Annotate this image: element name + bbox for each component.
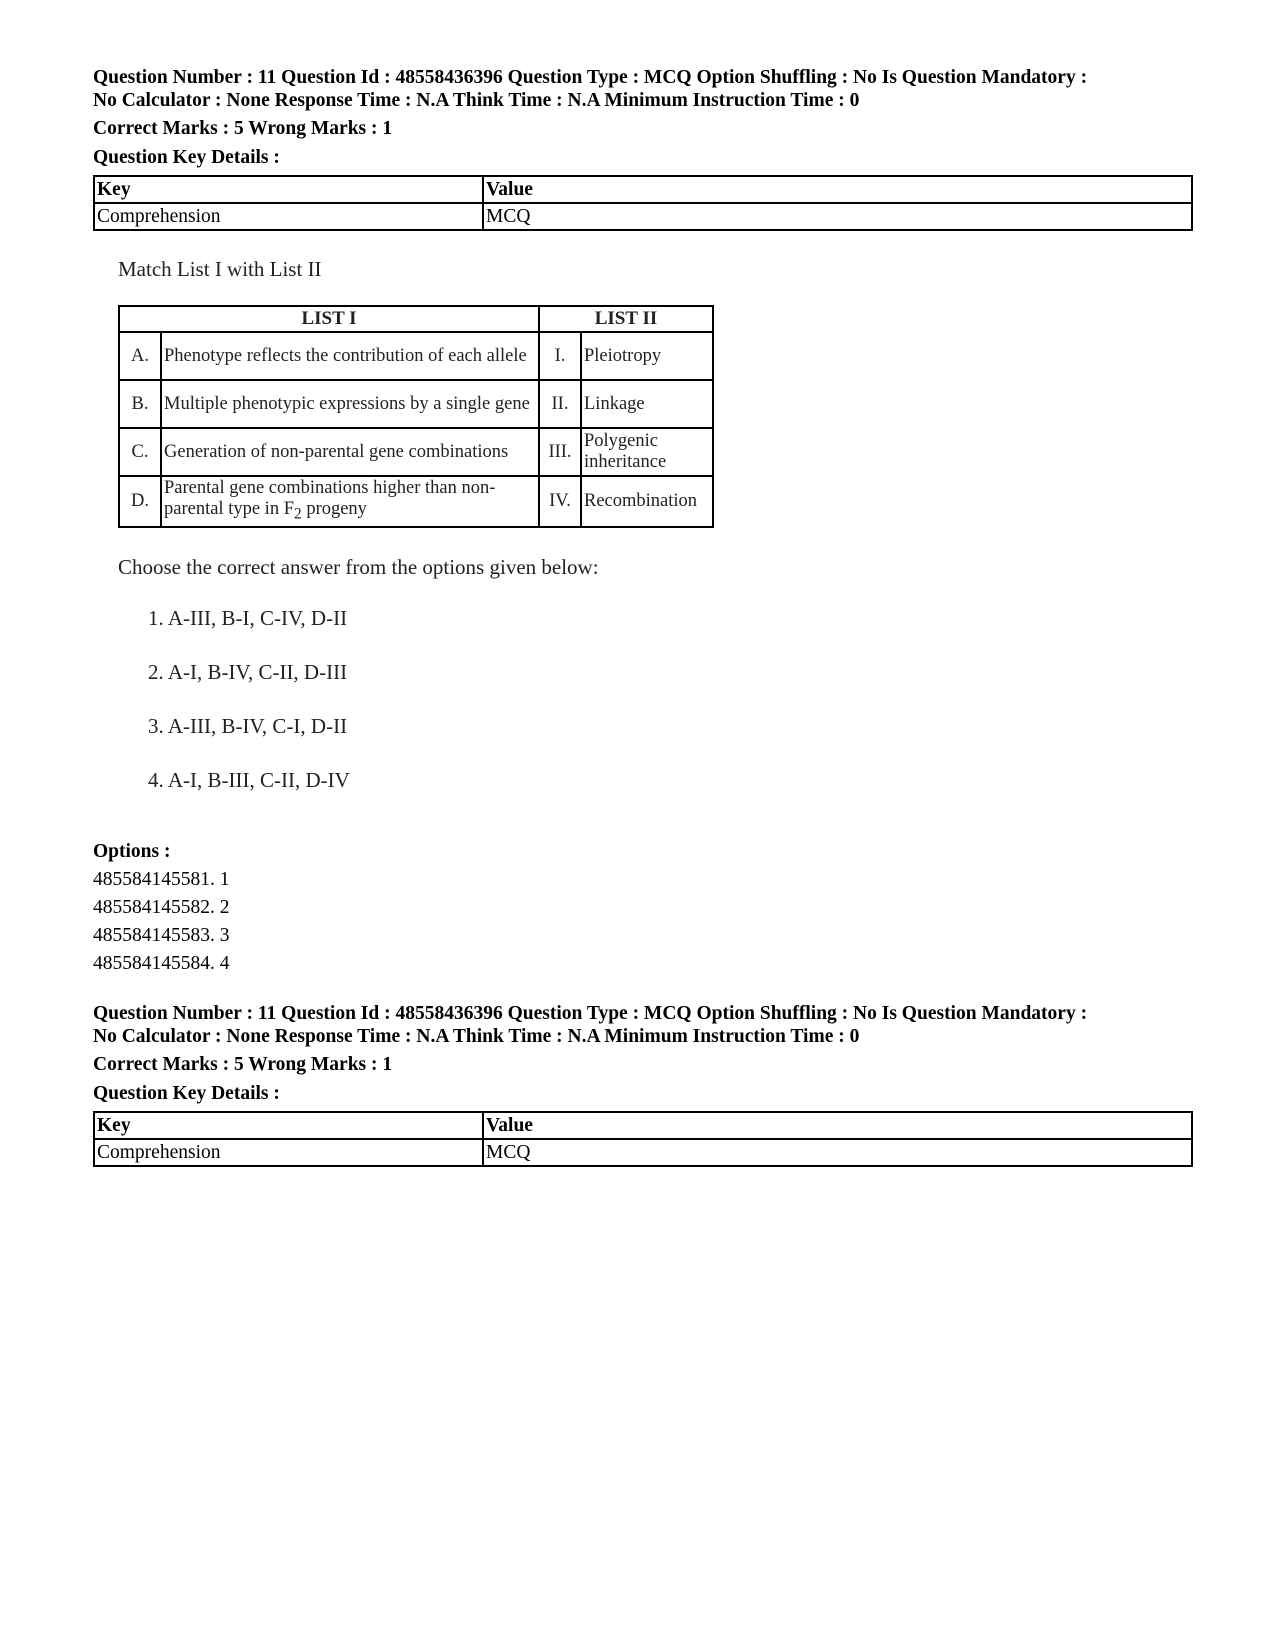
key-header: Key (94, 176, 483, 203)
row-name: Pleiotropy (581, 332, 713, 380)
table-row (94, 176, 1192, 203)
header-line-1: Question Number : 11 Question Id : 48558436396 Question Type : MCQ Option Shuffling : No Is Question Mandatory : (93, 1003, 1088, 1024)
row-label: A. (119, 332, 161, 380)
question-meta (93, 1053, 1193, 1105)
row-description: Phenotype reflects the contribution of each allele (161, 332, 539, 380)
table-row (119, 476, 713, 527)
subscript: 2 (293, 505, 302, 523)
answer-choice: 1. A-III, B-I, C-IV, D-II (148, 605, 348, 630)
question-body (118, 252, 818, 821)
marks-line: Correct Marks : 5 Wrong Marks : 1 (93, 1054, 393, 1075)
answer-choice: 4. A-I, B-III, C-II, D-IV (148, 767, 350, 792)
key-details-label: Question Key Details : (93, 1083, 280, 1104)
option-item: 485584145584. 4 (93, 953, 230, 974)
row-roman: III. (539, 428, 581, 476)
row-description: Generation of non-parental gene combinations (161, 428, 539, 476)
value-cell: MCQ (483, 1139, 1192, 1166)
option-item: 485584145582. 2 (93, 897, 230, 918)
option-item: 485584145581. 1 (93, 869, 230, 890)
options-title: Options : (93, 841, 171, 862)
choose-instruction: Choose the correct answer from the options given below: (118, 554, 599, 579)
question-header-text (93, 1002, 1193, 1048)
options-list (93, 838, 230, 978)
list1-header: LIST I (119, 306, 539, 332)
table-row (119, 306, 713, 332)
row-name: Linkage (581, 380, 713, 428)
header-line-1: Question Number : 11 Question Id : 48558436396 Question Type : MCQ Option Shuffling : No Is Question Mandatory : (93, 67, 1088, 88)
key-cell: Comprehension (94, 1139, 483, 1166)
option-item: 485584145583. 3 (93, 925, 230, 946)
list2-header: LIST II (539, 306, 713, 332)
table-row (119, 332, 713, 380)
header-line-2: No Calculator : None Response Time : N.A Think Time : N.A Minimum Instruction Time : 0 (93, 90, 860, 111)
table-row (94, 1139, 1192, 1166)
desc-text: Parental gene combinations higher than non-parental type in F (164, 478, 496, 519)
key-details-table (93, 1111, 1193, 1167)
answer-choice: 2. A-I, B-IV, C-II, D-III (148, 659, 348, 684)
row-roman: II. (539, 380, 581, 428)
row-description (161, 476, 539, 527)
match-table (118, 305, 714, 528)
key-header: Key (94, 1112, 483, 1139)
row-description: Multiple phenotypic expressions by a single gene (161, 380, 539, 428)
question-header-2 (93, 1002, 1193, 1167)
row-name: Polygenic inheritance (581, 428, 713, 476)
question-header-1 (93, 66, 1193, 231)
answer-list (148, 605, 818, 821)
table-row (94, 1112, 1192, 1139)
value-header: Value (483, 1112, 1192, 1139)
header-line-2: No Calculator : None Response Time : N.A Think Time : N.A Minimum Instruction Time : 0 (93, 1026, 860, 1047)
row-label: D. (119, 476, 161, 527)
value-cell: MCQ (483, 203, 1192, 230)
answer-choice: 3. A-III, B-IV, C-I, D-II (148, 713, 348, 738)
question-meta (93, 117, 1193, 169)
marks-line: Correct Marks : 5 Wrong Marks : 1 (93, 118, 393, 139)
key-details-table (93, 175, 1193, 231)
table-row (119, 380, 713, 428)
row-label: B. (119, 380, 161, 428)
question-instruction: Match List I with List II (118, 257, 322, 281)
row-label: C. (119, 428, 161, 476)
row-roman: IV. (539, 476, 581, 527)
table-row (94, 203, 1192, 230)
value-header: Value (483, 176, 1192, 203)
row-name: Recombination (581, 476, 713, 527)
desc-text-end: progeny (301, 499, 367, 519)
question-header-text (93, 66, 1193, 112)
key-cell: Comprehension (94, 203, 483, 230)
row-roman: I. (539, 332, 581, 380)
key-details-label: Question Key Details : (93, 147, 280, 168)
table-row (119, 428, 713, 476)
